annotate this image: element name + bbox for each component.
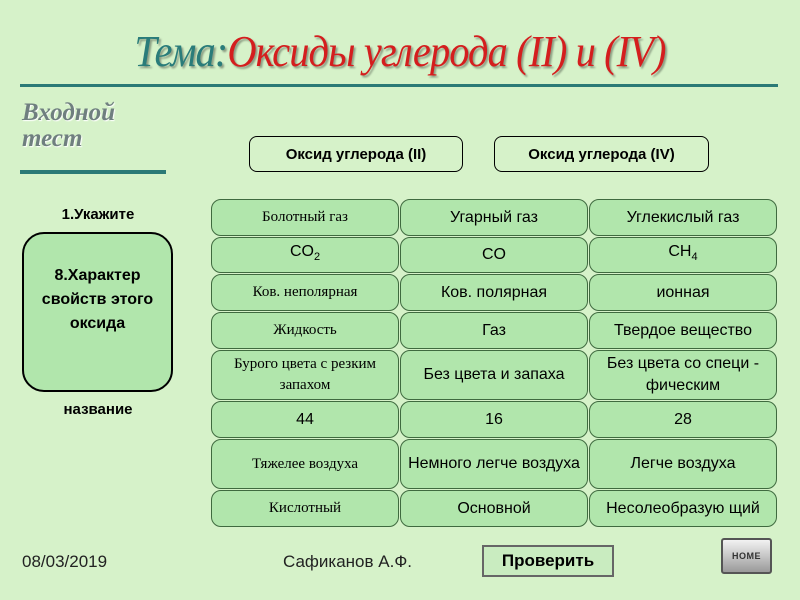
page-title bbox=[32, 22, 768, 82]
answer-cell[interactable]: Болотный газ bbox=[211, 199, 399, 236]
answer-cell[interactable]: Без цвета и запаха bbox=[400, 350, 588, 400]
answer-cell[interactable]: Легче воздуха bbox=[589, 439, 777, 489]
subtitle bbox=[22, 100, 182, 152]
question-card-text: 8.Характер свойств этого оксида bbox=[41, 267, 154, 332]
answer-cell[interactable]: Углекислый газ bbox=[589, 199, 777, 236]
answer-cell[interactable]: CO bbox=[400, 237, 588, 273]
answer-cell[interactable]: Ков. полярная bbox=[400, 274, 588, 311]
answer-cell[interactable]: Угарный газ bbox=[400, 199, 588, 236]
check-button[interactable]: Проверить bbox=[482, 545, 614, 577]
answer-cell[interactable] bbox=[589, 237, 777, 273]
subtitle-divider bbox=[20, 170, 166, 174]
title-divider bbox=[20, 84, 778, 87]
header-oxide-ii[interactable]: Оксид углерода (II) bbox=[249, 136, 463, 172]
question-card bbox=[22, 232, 173, 392]
header-oxide-iv[interactable]: Оксид углерода (IV) bbox=[494, 136, 709, 172]
formula-ch4: $CH_4$ bbox=[668, 243, 698, 264]
subtitle-line2: тест bbox=[22, 125, 83, 152]
question-top-text: 1.Укажите bbox=[61, 206, 135, 223]
answer-cell[interactable]: Кислотный bbox=[211, 490, 399, 527]
answer-cell[interactable]: 28 bbox=[589, 401, 777, 438]
footer-author: Сафиканов А.Ф. bbox=[283, 552, 412, 571]
answer-cell[interactable]: Немного легче воздуха bbox=[400, 439, 588, 489]
home-button-label: HOME bbox=[732, 551, 761, 561]
title-text: Оксиды углерода (II) и (IV) bbox=[227, 27, 666, 76]
home-button[interactable] bbox=[721, 538, 772, 574]
footer-date: 08/03/2019 bbox=[22, 552, 108, 571]
answer-cell[interactable]: 16 bbox=[400, 401, 588, 438]
answer-cell[interactable] bbox=[211, 237, 399, 273]
answer-cell[interactable]: 44 bbox=[211, 401, 399, 438]
formula-co2: $CO_2$ bbox=[289, 243, 321, 264]
answer-cell[interactable]: Тяжелее воздуха bbox=[211, 439, 399, 489]
answer-cell[interactable]: Несолеобразую щий bbox=[589, 490, 777, 527]
answer-cell[interactable]: ионная bbox=[589, 274, 777, 311]
answer-cell[interactable]: Газ bbox=[400, 312, 588, 349]
answer-cell[interactable]: Твердое вещество bbox=[589, 312, 777, 349]
answer-cell[interactable]: Без цвета со специ - фическим bbox=[589, 350, 777, 400]
question-bottom-text: название bbox=[63, 401, 133, 418]
subtitle-line1: Входной bbox=[22, 99, 116, 126]
answer-cell[interactable]: Основной bbox=[400, 490, 588, 527]
answer-cell[interactable]: Жидкость bbox=[211, 312, 399, 349]
answer-cell[interactable]: Ков. неполярная bbox=[211, 274, 399, 311]
title-label: Тема: bbox=[134, 27, 228, 76]
answer-cell[interactable]: Бурого цвета с резким запахом bbox=[211, 350, 399, 400]
